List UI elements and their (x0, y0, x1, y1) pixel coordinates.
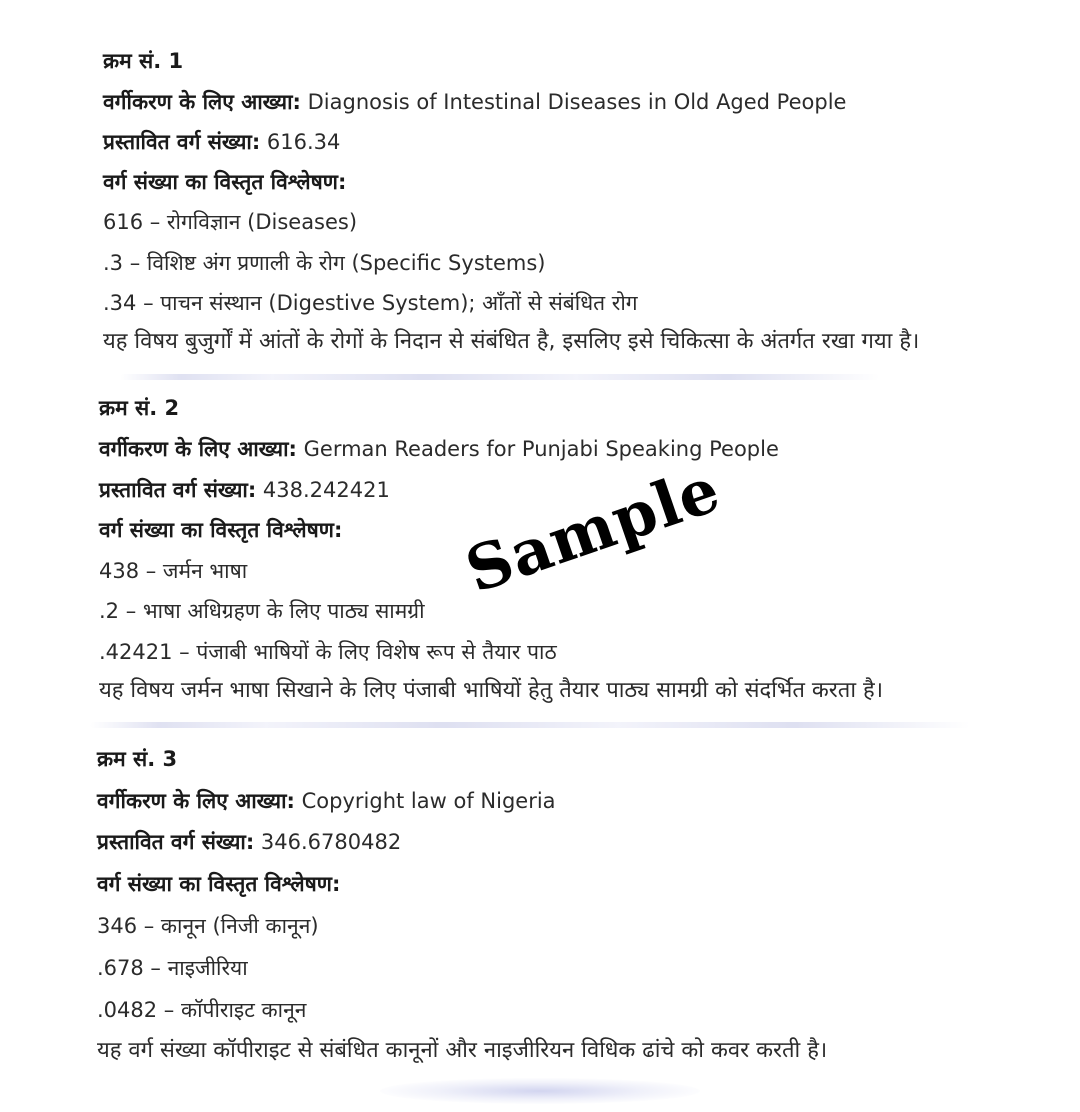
analysis-heading: वर्ग संख्या का विस्तृत विश्लेषण: (103, 170, 347, 194)
analysis-line: .3 – विशिष्ट अंग प्रणाली के रोग (Specific Systems) (103, 251, 546, 275)
title-value: German Readers for Punjabi Speaking People (303, 437, 779, 461)
entry-number-row (97, 827, 401, 857)
entry-serial: क्रम सं. 1 (103, 49, 184, 73)
analysis-heading: वर्ग संख्या का विस्तृत विश्लेषण: (97, 872, 341, 896)
entry-note: यह विषय जर्मन भाषा सिखाने के लिए पंजाबी भाषियों हेतु तैयार पाठ्य सामग्री को संदर्भित करता है। (99, 678, 884, 703)
section-divider (90, 722, 970, 728)
number-label: प्रस्तावित वर्ग संख्या: (103, 130, 261, 154)
title-value: Copyright law of Nigeria (301, 789, 556, 813)
analysis-line: .2 – भाषा अधिग्रहण के लिए पाठ्य सामग्री (99, 599, 425, 623)
analysis-line: 346 – कानून (निजी कानून) (97, 914, 319, 938)
entry-number-row (99, 475, 390, 505)
analysis-line: 438 – जर्मन भाषा (99, 559, 248, 583)
entry-note: यह वर्ग संख्या कॉपीराइट से संबंधित कानूनों और नाइजीरियन विधिक ढांचे को कवर करती है। (97, 1038, 828, 1063)
analysis-line: 616 – रोगविज्ञान (Diseases) (103, 210, 358, 234)
title-label: वर्गीकरण के लिए आख्या: (97, 789, 295, 813)
number-value: 616.34 (266, 130, 341, 154)
section-divider (120, 374, 880, 380)
number-value: 438.242421 (262, 478, 390, 502)
entry-serial: क्रम सं. 2 (99, 396, 180, 420)
bottom-decoration (380, 1078, 700, 1104)
entry-number-row (103, 127, 340, 157)
title-value: Diagnosis of Intestinal Diseases in Old Aged People (307, 90, 847, 114)
entry-title-row (103, 87, 846, 117)
title-label: वर्गीकरण के लिए आख्या: (103, 90, 301, 114)
sample-watermark: Sample (455, 457, 731, 604)
entry-serial: क्रम सं. 3 (97, 747, 178, 771)
entry-title-row (99, 434, 779, 464)
analysis-line: .678 – नाइजीरिया (97, 956, 248, 980)
number-value: 346.6780482 (260, 830, 402, 854)
analysis-line: .34 – पाचन संस्थान (Digestive System); आँतों से संबंधित रोग (103, 291, 638, 315)
number-label: प्रस्तावित वर्ग संख्या: (99, 478, 257, 502)
analysis-line: .0482 – कॉपीराइट कानून (97, 998, 307, 1022)
title-label: वर्गीकरण के लिए आख्या: (99, 437, 297, 461)
analysis-line: .42421 – पंजाबी भाषियों के लिए विशेष रूप से तैयार पाठ (99, 640, 557, 664)
entry-note: यह विषय बुजुर्गों में आंतों के रोगों के निदान से संबंधित है, इसलिए इसे चिकित्सा के अंतर्गत रखा गया है। (103, 329, 920, 354)
entry-title-row (97, 786, 556, 816)
analysis-heading: वर्ग संख्या का विस्तृत विश्लेषण: (99, 518, 343, 542)
number-label: प्रस्तावित वर्ग संख्या: (97, 830, 255, 854)
